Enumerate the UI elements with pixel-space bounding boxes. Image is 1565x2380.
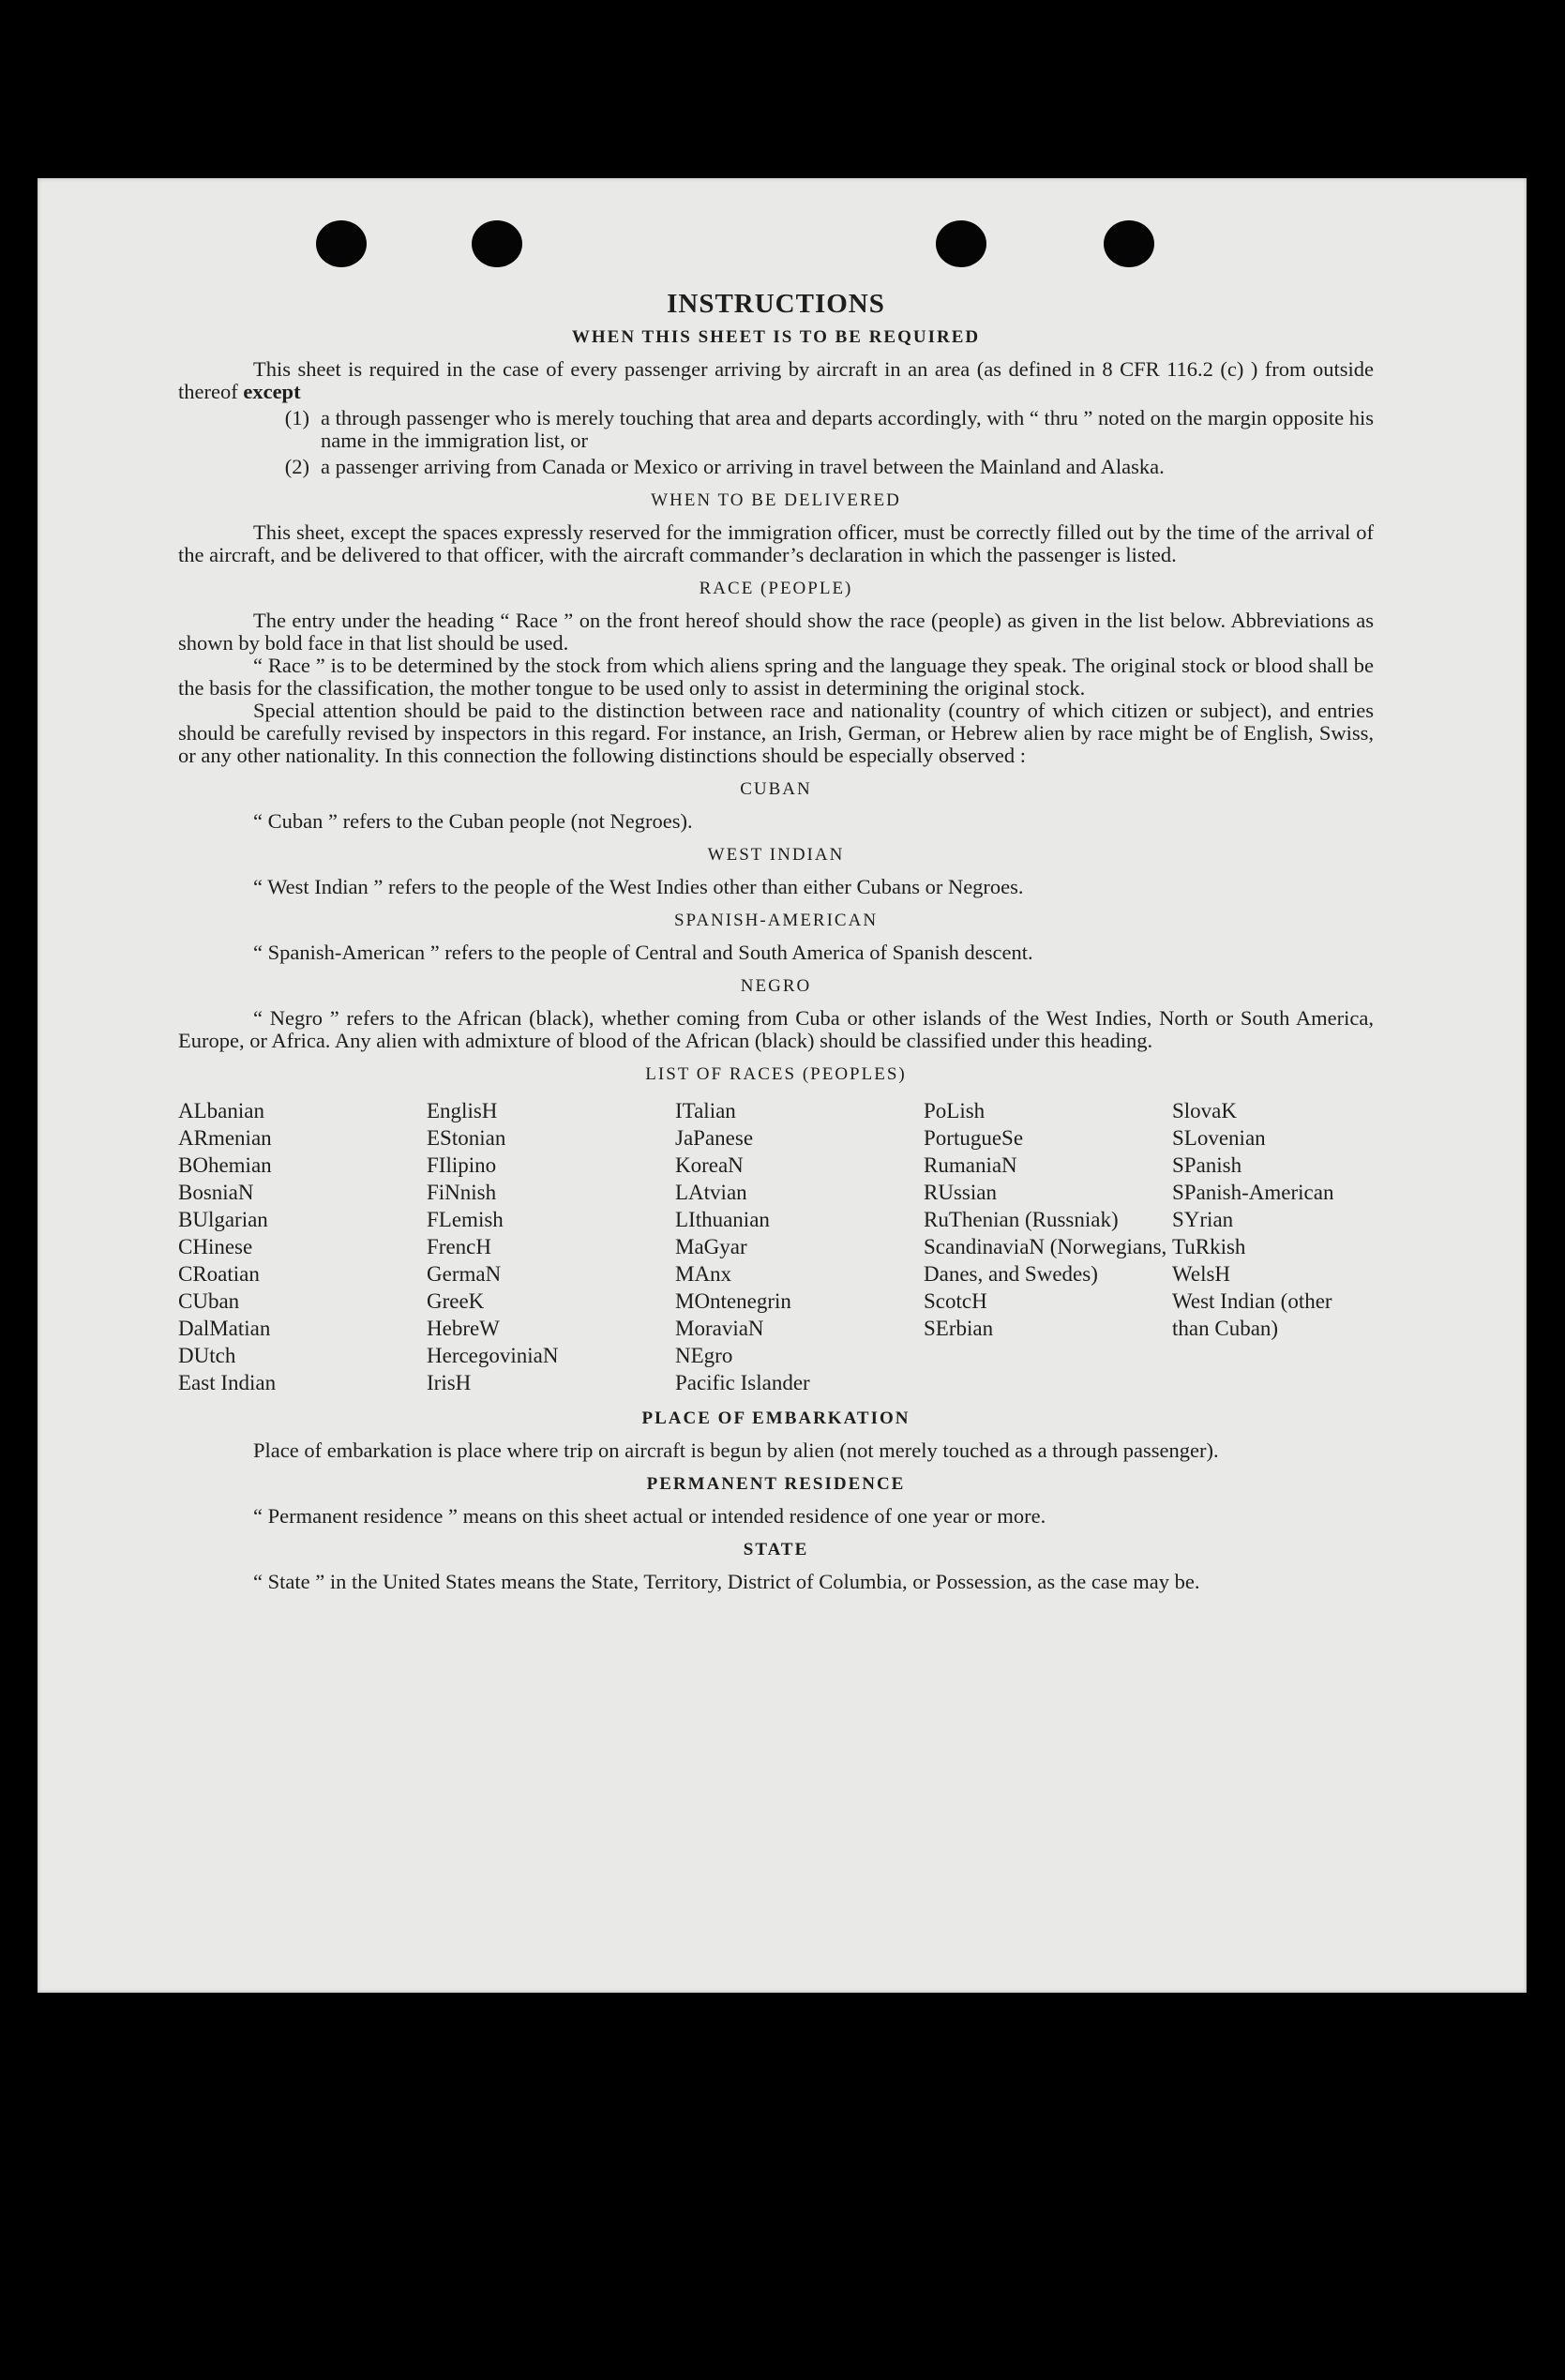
list-item: KoreaN — [675, 1153, 744, 1177]
list-item: CUban — [178, 1289, 240, 1313]
races-column — [1172, 1097, 1374, 1396]
list-item: East Indian — [178, 1371, 277, 1394]
list-item: WelsH — [1172, 1262, 1231, 1286]
races-column — [427, 1097, 675, 1396]
list-item: SErbian — [924, 1317, 994, 1340]
list-item: HercegoviniaN — [427, 1344, 559, 1367]
races-column — [675, 1097, 924, 1396]
paragraph-embarkation: Place of embarkation is place where trip on aircraft is begun by alien (not merely touched as a through passenger). — [253, 1439, 1219, 1462]
races-column — [178, 1097, 427, 1396]
page-title: INSTRUCTIONS — [667, 289, 885, 319]
list-item: GreeK — [427, 1289, 485, 1313]
list-item: SYrian — [1172, 1208, 1234, 1231]
heading-list-of-races: LIST OF RACES (PEOPLES) — [645, 1064, 907, 1084]
paragraph-race-2: “ Race ” is to be determined by the stock from which aliens spring and the language they speak. The original stock or blood shall be the basis for the classification, the mother tongue to be used only to assist in determining the original stock. — [178, 654, 1374, 700]
punch-hole — [472, 220, 522, 267]
heading-negro: NEGRO — [740, 976, 812, 996]
list-item: BOhemian — [178, 1153, 272, 1177]
list-item: RUssian — [924, 1181, 997, 1204]
list-item: RuThenian (Russniak) — [924, 1208, 1119, 1231]
list-item: SlovaK — [1172, 1099, 1237, 1122]
list-item: EStonian — [427, 1126, 506, 1150]
paragraph-race-1: The entry under the heading “ Race ” on the front hereof should show the race (people) as given in the list below. Abbreviations as shown by bold face in that list should be used. — [178, 609, 1374, 655]
heading-state: STATE — [743, 1540, 809, 1559]
list-item: SLovenian — [1172, 1126, 1266, 1150]
races-column — [924, 1097, 1172, 1396]
list-item: DUtch — [178, 1344, 236, 1367]
heading-residence: PERMANENT RESIDENCE — [646, 1474, 906, 1494]
list-item: PortugueSe — [924, 1126, 1024, 1150]
list-item: TuRkish — [1172, 1235, 1246, 1258]
races-list — [178, 1097, 1374, 1396]
list-item: HebreW — [427, 1317, 500, 1340]
heading-west-indian: WEST INDIAN — [707, 845, 845, 865]
list-item: West Indian (other than Cuban) — [1172, 1289, 1332, 1340]
punch-hole — [316, 220, 367, 267]
list-item: LAtvian — [675, 1181, 747, 1204]
list-item: RumaniaN — [924, 1153, 1017, 1177]
heading-embarkation: PLACE OF EMBARKATION — [641, 1408, 910, 1428]
heading-spanish-american: SPANISH-AMERICAN — [673, 911, 879, 930]
punch-hole — [1104, 220, 1154, 267]
list-item: JaPanese — [675, 1126, 754, 1150]
instructions-content — [178, 289, 1374, 1593]
list-item: CHinese — [178, 1235, 253, 1258]
list-item: FIlipino — [427, 1153, 497, 1177]
list-item: DalMatian — [178, 1317, 271, 1340]
list-item: CRoatian — [178, 1262, 260, 1286]
list-item: SPanish — [1172, 1153, 1242, 1177]
paragraph-spanish-american: “ Spanish-American ” refers to the people of Central and South America of Spanish descent. — [253, 941, 1033, 964]
list-item: ScotcH — [924, 1289, 987, 1313]
list-item: Pacific Islander — [675, 1371, 810, 1394]
paragraph-cuban: “ Cuban ” refers to the Cuban people (not Negroes). — [253, 809, 693, 833]
list-item: BosniaN — [178, 1181, 254, 1204]
list-item: MAnx — [675, 1262, 732, 1286]
list-item: BUlgarian — [178, 1208, 268, 1231]
list-item: ALbanian — [178, 1099, 264, 1122]
list-item: (2) a passenger arriving from Canada or Mexico or arriving in travel between the Mainland and Alaska. — [284, 455, 1165, 478]
list-item: FiNnish — [427, 1181, 497, 1204]
document-sheet — [38, 178, 1527, 1993]
list-item: LIthuanian — [675, 1208, 770, 1231]
punch-hole — [936, 220, 986, 267]
heading-when-required: WHEN THIS SHEET IS TO BE REQUIRED — [571, 327, 981, 347]
list-item: FLemish — [427, 1208, 504, 1231]
list-item: ScandinaviaN (Norwegians, Danes, and Swedes) — [924, 1235, 1167, 1286]
heading-when-delivered: WHEN TO BE DELIVERED — [651, 490, 901, 510]
paragraph-state: “ State ” in the United States means the State, Territory, District of Columbia, or Possession, as the case may be. — [253, 1570, 1200, 1593]
list-item: NEgro — [675, 1344, 733, 1367]
list-item: ARmenian — [178, 1126, 272, 1150]
paragraph-negro: “ Negro ” refers to the African (black), whether coming from Cuba or other islands of the West Indies, North or South America, Europe, or Africa. Any alien with admixture of blood of the African (black) should be classified under this heading. — [178, 1006, 1374, 1052]
list-item: SPanish-American — [1172, 1181, 1334, 1204]
list-item: MaGyar — [675, 1235, 747, 1258]
list-item: (1) a through passenger who is merely touching that area and departs accordingly, with “ thru ” noted on the margin opposite his name in the immigration list, or — [284, 406, 1374, 452]
paragraph-when-required: This sheet is required in the case of every passenger arriving by aircraft in an area (as defined in 8 CFR 116.2 (c) ) from outside thereof except — [178, 357, 1374, 403]
paragraph-west-indian: “ West Indian ” refers to the people of the West Indies other than either Cubans or Negroes. — [253, 875, 1024, 898]
paragraph-race-3: Special attention should be paid to the distinction between race and nationality (country of which citizen or subject), and entries should be carefully revised by inspectors in this regard. For instance, an Irish, German, or Hebrew alien by race might be of English, Swiss, or any other nationality. In this connection the following distinctions should be especially observed : — [178, 699, 1374, 767]
list-item: FrencH — [427, 1235, 491, 1258]
list-item: ITalian — [675, 1099, 736, 1122]
paragraph-when-delivered: This sheet, except the spaces expressly reserved for the immigration officer, must be correctly filled out by the time of the arrival of the aircraft, and be delivered to that officer, with the aircraft commander’s declaration in which the passenger is listed. — [178, 520, 1374, 566]
list-item: GermaN — [427, 1262, 502, 1286]
heading-race: RACE (PEOPLE) — [699, 579, 853, 598]
list-item: IrisH — [427, 1371, 472, 1394]
heading-cuban: CUBAN — [740, 779, 812, 799]
list-item: MOntenegrin — [675, 1289, 791, 1313]
paragraph-residence: “ Permanent residence ” means on this sheet actual or intended residence of one year or more. — [253, 1504, 1046, 1528]
list-item: PoLish — [924, 1099, 986, 1122]
list-item: EnglisH — [427, 1099, 498, 1122]
list-item: MoraviaN — [675, 1317, 764, 1340]
